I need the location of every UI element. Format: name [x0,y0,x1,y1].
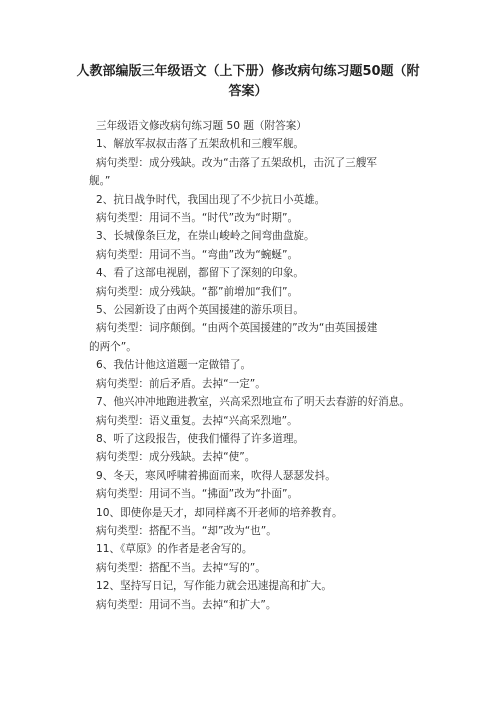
text-line: 6、我估计他这道题一定做错了。 [96,359,252,372]
text-line: 11、《草原》的作者是老舍写的。 [96,543,253,556]
text-line: 12、坚持写日记，写作能力就会迅速提高和扩大。 [96,580,332,593]
text-line: 病句类型：成分残缺。去掉“使”。 [96,451,256,464]
text-line: 病句类型：用词不当。“时代”改为“时期”。 [96,212,299,225]
text-line: 1、解放军叔叔击落了五架敌机和三艘军舰。 [96,138,305,151]
text-line: 3、长城像条巨龙，在崇山峻岭之间弯曲盘旋。 [96,230,315,243]
text-line: 舰。” [89,175,111,188]
text-line: 4、看了这部电视剧，都留下了深刻的印象。 [96,267,305,280]
text-line: 8、听了这段报告，使我们懂得了许多道理。 [96,432,305,445]
text-line: 病句类型：用词不当。去掉“和扩大”。 [96,598,277,611]
text-line: 三年级语文修改病句练习题 50 题（附答案） [96,120,307,132]
text-line: 病句类型：搭配不当。去掉“写的”。 [96,561,266,574]
text-line: 5、公园新设了由两个英国援建的游乐项目。 [96,304,305,317]
text-line: 病句类型：前后矛盾。去掉“一定”。 [96,377,266,390]
text-line: 2、抗日战争时代，我国出现了不少抗日小英雄。 [96,193,326,206]
text-line: 病句类型：词序颠倒。“由两个英国援建的”改为“由英国援建 [96,322,378,335]
text-line: 病句类型：用词不当。“拂面”改为“扑面”。 [96,488,299,501]
text-line: 病句类型：成分残缺。“都”前增加“我们”。 [96,285,299,298]
text-line: 9、冬天，寒风呼啸着拂面而来，吹得人瑟瑟发抖。 [96,469,336,482]
text-line: 10、即使你是天才，却同样离不开老师的培养教育。 [96,506,343,519]
document-body [89,117,419,614]
document-title [60,62,436,102]
title-line-2: 答案） [228,84,268,99]
text-line: 病句类型：语义重复。去掉“兴高采烈地”。 [96,414,298,427]
text-line: 的两个”。 [89,340,137,353]
text-line: 病句类型：成分残缺。改为“击落了五架敌机，击沉了三艘军 [96,156,377,169]
title-line-1: 人教部编版三年级语文（上下册）修改病句练习题50题（附 [76,64,420,79]
text-line: 病句类型：搭配不当。“却”改为“也”。 [96,524,277,537]
text-line: 7、他兴冲冲地跑进教室，兴高采烈地宣布了明天去春游的好消息。 [96,396,410,409]
text-line: 病句类型：用词不当。“弯曲”改为“蜿蜒”。 [96,248,299,261]
